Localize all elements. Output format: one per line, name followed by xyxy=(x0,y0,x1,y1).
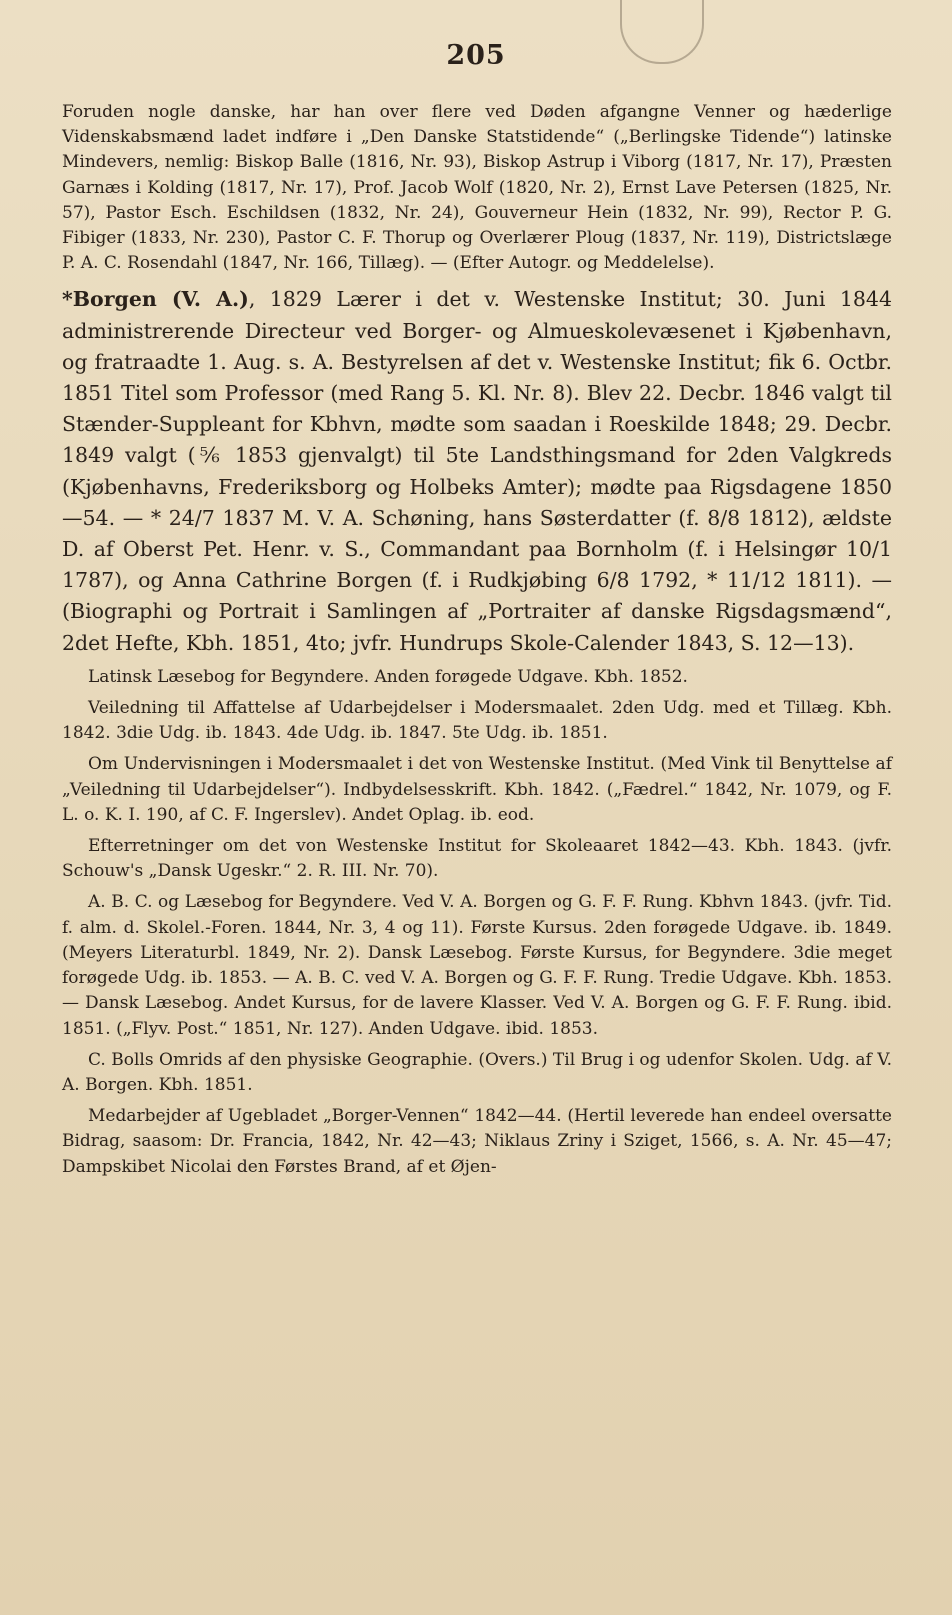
work-item-4: Efterretninger om det von Westenske Institut for Skoleaaret 1842—43. Kbh. 1843. (jvfr. Schouw's „Dansk Ugeskr.“ 2. R. III. Nr. 70). xyxy=(62,836,892,882)
biography-entry xyxy=(62,284,892,658)
entry-text: , 1829 Lærer i det v. Westenske Institut; 30. Juni 1844 administrerende Directeur ved Borger- og Almueskolevæsenet i Kjøbenhavn, og fratraadte 1. Aug. s. A. Bestyrelsen af det v. Westenske Institut; fik 6. Octbr. 1851 Titel som Professor (med Rang 5. Kl. Nr. 8). Blev 22. Decbr. 1846 valgt til Stænder-Suppleant for Kbhvn, mødte som saadan i Roeskilde 1848; 29. Decbr. 1849 valgt (⅚ 1853 gjenvalgt) til 5te Landsthingsmand for 2den Valgkreds (Kjøbenhavns, Frederiksborg og Holbeks Amter); mødte paa Rigsdagene 1850—54. — * 24/7 1837 M. V. A. Schøning, hans Søsterdatter (f. 8/8 1812), ældste D. af Oberst Pet. Henr. v. S., Commandant paa Bornholm (f. i Helsingør 10/1 1787), og Anna Cathrine Borgen (f. i Rudkjøbing 6/8 1792, * 11/12 1811). — (Biographi og Portrait i Samlingen af „Portraiter af danske Rigsdagsmænd“, 2det Hefte, Kbh. 1851, 4to; jvfr. Hundrups Skole-Calender 1843, S. 12—13). xyxy=(62,287,892,655)
work-item-6: C. Bolls Omrids af den physiske Geographie. (Overs.) Til Brug i og udenfor Skolen. Udg. af V. A. Borgen. Kbh. 1851. xyxy=(62,1049,892,1095)
entry-headword: *Borgen (V. A.) xyxy=(62,287,249,312)
work-item-3: Om Undervisningen i Modersmaalet i det von Westenske Institut. (Med Vink til Benyttelse af „Veiledning til Udarbejdelser“). Indbydelsesskrift. Kbh. 1842. („Fædrel.“ 1842, Nr. 1079, og F. L. o. K. I. 190, af C. F. Ingerslev). Andet Oplag. ib. eod. xyxy=(62,754,892,825)
page-body xyxy=(62,100,892,1180)
page-number: 205 xyxy=(446,40,506,71)
work-item-1: Latinsk Læsebog for Begyndere. Anden forøgede Udgave. Kbh. 1852. xyxy=(88,666,688,687)
work-item-5: A. B. C. og Læsebog for Begyndere. Ved V. A. Borgen og G. F. F. Rung. Kbhvn 1843. (jvfr. Tid. f. alm. d. Skolel.-Foren. 1844, Nr. 3, 4 og 11). Første Kursus. 2den forøgede Udgave. ib. 1849. (Meyers Literaturbl. 1849, Nr. 2). Dansk Læsebog. Første Kursus, for Begyndere. 3die meget forøgede Udg. ib. 1853. — A. B. C. ved V. A. Borgen og G. F. F. Rung. Tredie Udgave. Kbh. 1853. — Dansk Læsebog. Andet Kursus, for de lavere Klasser. Ved V. A. Borgen og G. F. F. Rung. ibid. 1851. („Flyv. Post.“ 1851, Nr. 127). Anden Udgave. ibid. 1853. xyxy=(62,892,892,1039)
work-item-7: Medarbejder af Ugebladet „Borger-Vennen“ 1842—44. (Hertil leverede han endeel oversatte Bidrag, saasom: Dr. Francia, 1842, Nr. 42—43; Niklaus Zriny i Sziget, 1566, s. A. Nr. 45—47; Dampskibet Nicolai den Førstes Brand, af et Øjen- xyxy=(62,1106,892,1177)
work-item-2: Veiledning til Affattelse af Udarbejdelser i Modersmaalet. 2den Udg. med et Tillæg. Kbh. 1842. 3die Udg. ib. 1843. 4de Udg. ib. 1847. 5te Udg. ib. 1851. xyxy=(62,698,892,744)
intro-paragraph: Foruden nogle danske, har han over flere ved Døden afgangne Venner og hæderlige Videnskabsmænd ladet indføre i „Den Danske Statstidende“ („Berlingske Tidende“) latinske Mindevers, nemlig: Biskop Balle (1816, Nr. 93), Biskop Astrup i Viborg (1817, Nr. 17), Præsten Garnæs i Kolding (1817, Nr. 17), Prof. Jacob Wolf (1820, Nr. 2), Ernst Lave Petersen (1825, Nr. 57), Pastor Esch. Eschildsen (1832, Nr. 24), Gouverneur Hein (1832, Nr. 99), Rector P. G. Fibiger (1833, Nr. 230), Pastor C. F. Thorup og Overlærer Ploug (1837, Nr. 119), Districtslæge P. A. C. Rosendahl (1847, Nr. 166, Tillæg). — (Efter Autogr. og Meddelelse). xyxy=(62,102,892,274)
